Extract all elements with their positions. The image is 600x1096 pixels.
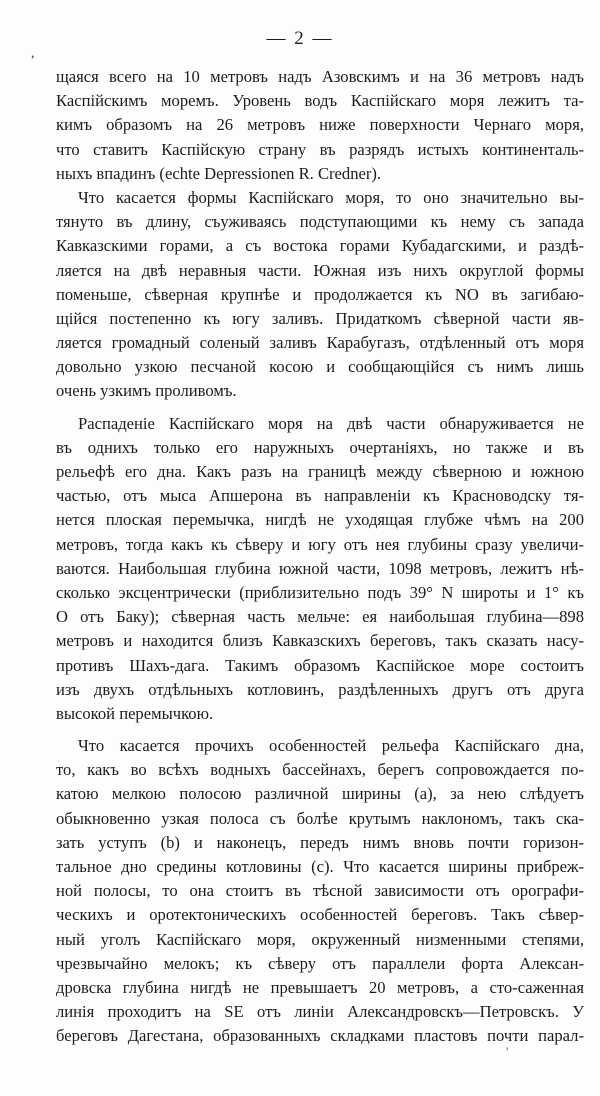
text-line: метровъ и находится близъ Кавказскихъ береговъ, такъ сказать насу-	[56, 631, 584, 651]
text-line: то, какъ во всѣхъ водныхъ бассейнахъ, берегъ сопровождается по-	[56, 760, 584, 780]
text-line: ваются. Наибольшая глубина южной части, 1098 метровъ, лежитъ нѣ-	[56, 558, 584, 578]
text-line: чрезвычайно мелокъ; къ сѣверу отъ параллели форта Алексан-	[56, 953, 584, 973]
text-line: противъ Шахъ-дага. Такимъ образомъ Каспiйское море состоитъ	[56, 655, 584, 675]
text-line: изъ двухъ отдѣльныхъ котловинъ, раздѣленныхъ другъ отъ друга	[56, 679, 584, 699]
text-line: O отъ Баку); сѣверная часть мельче: ея наибольшая глубина—898	[56, 607, 584, 627]
text-line: нется плоская перемычка, нигдѣ не уходящая глубже чѣмъ на 200	[56, 510, 584, 530]
text-line: тянуто въ длину, съуживаясь подступающими къ нему съ запада	[56, 212, 584, 232]
body-text	[56, 65, 584, 1049]
text-line: Что касается формы Каспiйскаго моря, то оно значительно вы-	[78, 187, 584, 207]
text-line: очень узкимъ проливомъ.	[56, 381, 237, 401]
text-line: тальное дно средины котловины (c). Что касается ширины прибреж-	[56, 857, 584, 876]
text-line: ляется на двѣ неравныя части. Южная изъ нихъ округлой формы	[56, 260, 584, 280]
paragraph-3	[56, 412, 584, 726]
text-line: довольно узкою песчаной косою и сообщающiйся съ нимъ лишь	[56, 357, 584, 377]
text-line: щаяся всего на 10 метровъ надъ Азовскимъ и на 36 метровъ надъ	[56, 67, 584, 86]
margin-mark-top: ,	[31, 46, 35, 61]
text-line: что ставитъ Каспiйскую страну въ разрядъ истыхъ континенталь-	[56, 139, 584, 159]
text-line: обыкновенно узкая полоса съ болѣе крутымъ наклономъ, такъ ска-	[56, 808, 584, 828]
text-line: катою мелкою полосою различной ширины (a), за нею слѣдуетъ	[56, 784, 584, 804]
text-line: сколько эксцентрически (приблизительно подъ 39° N широты и 1° къ	[56, 582, 584, 602]
text-line: въ однихъ только его наружныхъ очертанiяхъ, но также и въ	[56, 437, 584, 457]
paragraph-4	[56, 734, 584, 1048]
text-line: ный уголъ Каспiйскаго моря, окруженный низменными степями,	[56, 929, 584, 949]
text-line: метровъ, тогда какъ къ сѣверу и югу отъ нея глубины сразу увеличи-	[56, 534, 584, 554]
text-line: Каспiйскимъ моремъ. Уровень водъ Каспiйскаго моря лежитъ та-	[56, 91, 584, 111]
text-line: ныхъ впадинъ (echte Depressionen R. Credner).	[56, 163, 382, 183]
text-line: дровска глубина нигдѣ не превышаетъ 20 метровъ, а сто-саженная	[56, 977, 584, 997]
text-line: ческихъ и оротектоническихъ особенностей береговъ. Такъ сѣвер-	[56, 905, 584, 925]
text-line: кимъ образомъ на 26 метровъ ниже поверхности Чернаго моря,	[56, 115, 584, 135]
text-line: высокой перемычкою.	[56, 703, 214, 723]
page-number: — 2 —	[266, 28, 334, 49]
text-line: рельефѣ его дна. Какъ разъ на границѣ между сѣверною и южною	[56, 462, 584, 481]
text-line: зать уступъ (b) и наконецъ, передъ нимъ вновь почти горизон-	[56, 832, 584, 852]
text-line: береговъ Дагестана, образованныхъ складками пластовъ почти парал-	[56, 1026, 584, 1046]
text-line: Распаденiе Каспiйскаго моря на двѣ части обнаруживается не	[78, 413, 584, 433]
paragraph-2	[56, 186, 584, 404]
text-line: Кавказскими горами, а съ востока горами Кубадагскими, и раздѣ-	[56, 236, 584, 256]
paragraph-1	[56, 65, 584, 186]
text-line: ляется громадный соленый заливъ Карабугазъ, отдѣленный отъ моря	[56, 333, 584, 353]
text-line: поменьше, сѣверная крупнѣе и продолжается къ NO въ загибаю-	[56, 284, 584, 304]
margin-mark-bottom: '	[506, 1044, 509, 1059]
text-line: ной полосы, то она стоитъ въ тѣсной зависимости отъ орографи-	[56, 881, 584, 901]
text-line: частью, отъ мыса Апшерона въ направленiи къ Красноводску тя-	[56, 486, 584, 506]
text-line: щiйся постепенно къ югу заливъ. Придаткомъ сѣверной части яв-	[56, 308, 584, 328]
text-line: Что касается прочихъ особенностей рельефа Каспiйскаго дна,	[78, 736, 584, 756]
text-line: линiя проходитъ на SE отъ линiи Александровскъ—Петровскъ. У	[56, 1002, 584, 1022]
